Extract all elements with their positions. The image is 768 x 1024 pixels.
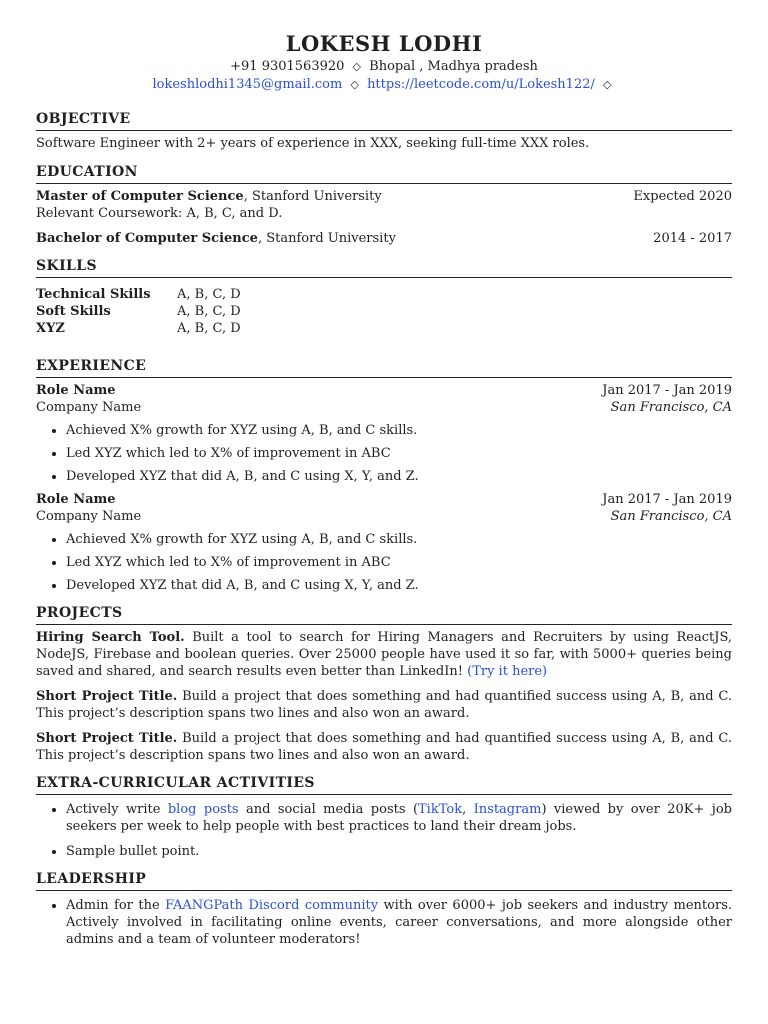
project-item [36,730,732,764]
degree-name: Bachelor of Computer Science [36,231,258,246]
education-section [36,163,732,247]
job-entry [36,491,732,594]
list-item: • Developed XYZ that did A, B, and C using X, Y, and Z. [66,577,732,594]
job-bullets [36,531,732,594]
instagram-link[interactable]: Instagram [473,802,542,817]
separator-diamond-icon: ◇ [350,78,359,91]
skills-table [36,286,241,337]
section-title: LEADERSHIP [36,870,732,891]
list-item: • Achieved X% growth for XYZ using A, B, and C skills. [66,531,732,548]
profile-link[interactable]: https://leetcode.com/u/Lokesh122/ [367,77,595,92]
project-item [36,629,732,680]
tiktok-link[interactable]: TikTok [418,802,463,817]
section-title: PROJECTS [36,604,732,625]
section-title: EXTRA-CURRICULAR ACTIVITIES [36,774,732,795]
school-name: , Stanford University [257,231,396,246]
skills-section [36,257,732,337]
school-name: , Stanford University [243,189,382,204]
objective-text: Software Engineer with 2+ years of experience in XXX, seeking full-time XXX roles. [36,136,590,151]
job-location: San Francisco, CA [610,400,732,415]
skill-values: A, B, C, D [177,304,241,319]
skill-category: Technical Skills [36,287,151,302]
project-item [36,688,732,722]
resume-page [36,30,732,954]
skill-category: XYZ [36,321,65,336]
job-bullets [36,422,732,485]
education-date: Expected 2020 [633,189,732,204]
job-dates: Jan 2017 - Jan 2019 [602,492,732,507]
skills-row [36,303,241,320]
coursework-note: Relevant Coursework: A, B, C, and D. [36,206,283,221]
project-name: Hiring Search Tool. [36,630,185,645]
location: Bhopal , Madhya pradesh [369,59,538,74]
company-name: Company Name [36,509,142,524]
leadership-section [36,870,732,948]
list-item: • Achieved X% growth for XYZ using A, B, and C skills. [66,422,732,439]
list-item: • Developed XYZ that did A, B, and C using X, Y, and Z. [66,468,732,485]
skills-row [36,286,241,303]
education-entry [36,230,732,247]
discord-community-link[interactable]: FAANGPath Discord community [165,898,379,913]
email-link[interactable]: lokeshlodhi1345@gmail.com [152,77,343,92]
separator-diamond-icon: ◇ [352,60,362,73]
list-item: • Led XYZ which led to X% of improvement in ABC [66,554,732,571]
blog-posts-link[interactable]: blog posts [167,802,239,817]
project-description: Build a project that does something and had quantified success using A, B, and C. This project’s description spans two lines and also won an award. [36,689,732,721]
experience-section [36,357,732,594]
section-title: EDUCATION [36,163,732,184]
list-item: • Admin for the FAANGPath Discord community with over 6000+ job seekers and industry mentors. Actively involved in facilitating online events, career conversations, and more alongside other admins and a team of volunteer moderators! [66,897,732,948]
projects-section [36,604,732,764]
list-item: • Led XYZ which led to X% of improvement in ABC [66,445,732,462]
job-dates: Jan 2017 - Jan 2019 [602,383,732,398]
job-entry [36,382,732,485]
list-item: • Sample bullet point. [66,843,732,860]
project-name: Short Project Title. [36,689,178,704]
candidate-name: LOKESH LODHI [285,31,483,56]
skills-row [36,320,241,337]
skill-values: A, B, C, D [177,321,241,336]
job-role: Role Name [36,383,116,398]
section-title: OBJECTIVE [36,110,732,131]
project-name: Short Project Title. [36,731,178,746]
skill-values: A, B, C, D [177,287,241,302]
degree-name: Master of Computer Science [36,189,244,204]
section-title: SKILLS [36,257,732,278]
company-name: Company Name [36,400,142,415]
education-entry [36,188,732,222]
project-try-link[interactable]: (Try it here) [467,664,548,679]
separator-diamond-icon: ◇ [603,78,612,91]
phone-number: +91 9301563920 [230,59,345,74]
contact-line-1 [36,58,732,76]
section-title: EXPERIENCE [36,357,732,378]
resume-header [36,30,732,94]
list-item: • Actively write blog posts and social media posts (TikTok, Instagram) viewed by over 20K+ job seekers per week to help people with best practices to land their dream jobs. [66,801,732,835]
skill-category: Soft Skills [36,304,111,319]
job-location: San Francisco, CA [610,509,732,524]
contact-line-2 [36,76,732,94]
job-role: Role Name [36,492,116,507]
leadership-bullets [36,897,732,948]
extracurricular-bullets [36,801,732,860]
project-description: Built a tool to search for Hiring Managers and Recruiters by using ReactJS, NodeJS, Firebase and boolean queries. Over 25000 people have used it so far, with 5000+ queries being saved and shared, and search results even better than LinkedIn! [36,630,733,679]
extracurricular-section [36,774,732,860]
objective-section [36,110,732,153]
education-date: 2014 - 2017 [653,231,732,246]
project-description: Build a project that does something and had quantified success using A, B, and C. This project’s description spans two lines and also won an award. [36,731,732,763]
